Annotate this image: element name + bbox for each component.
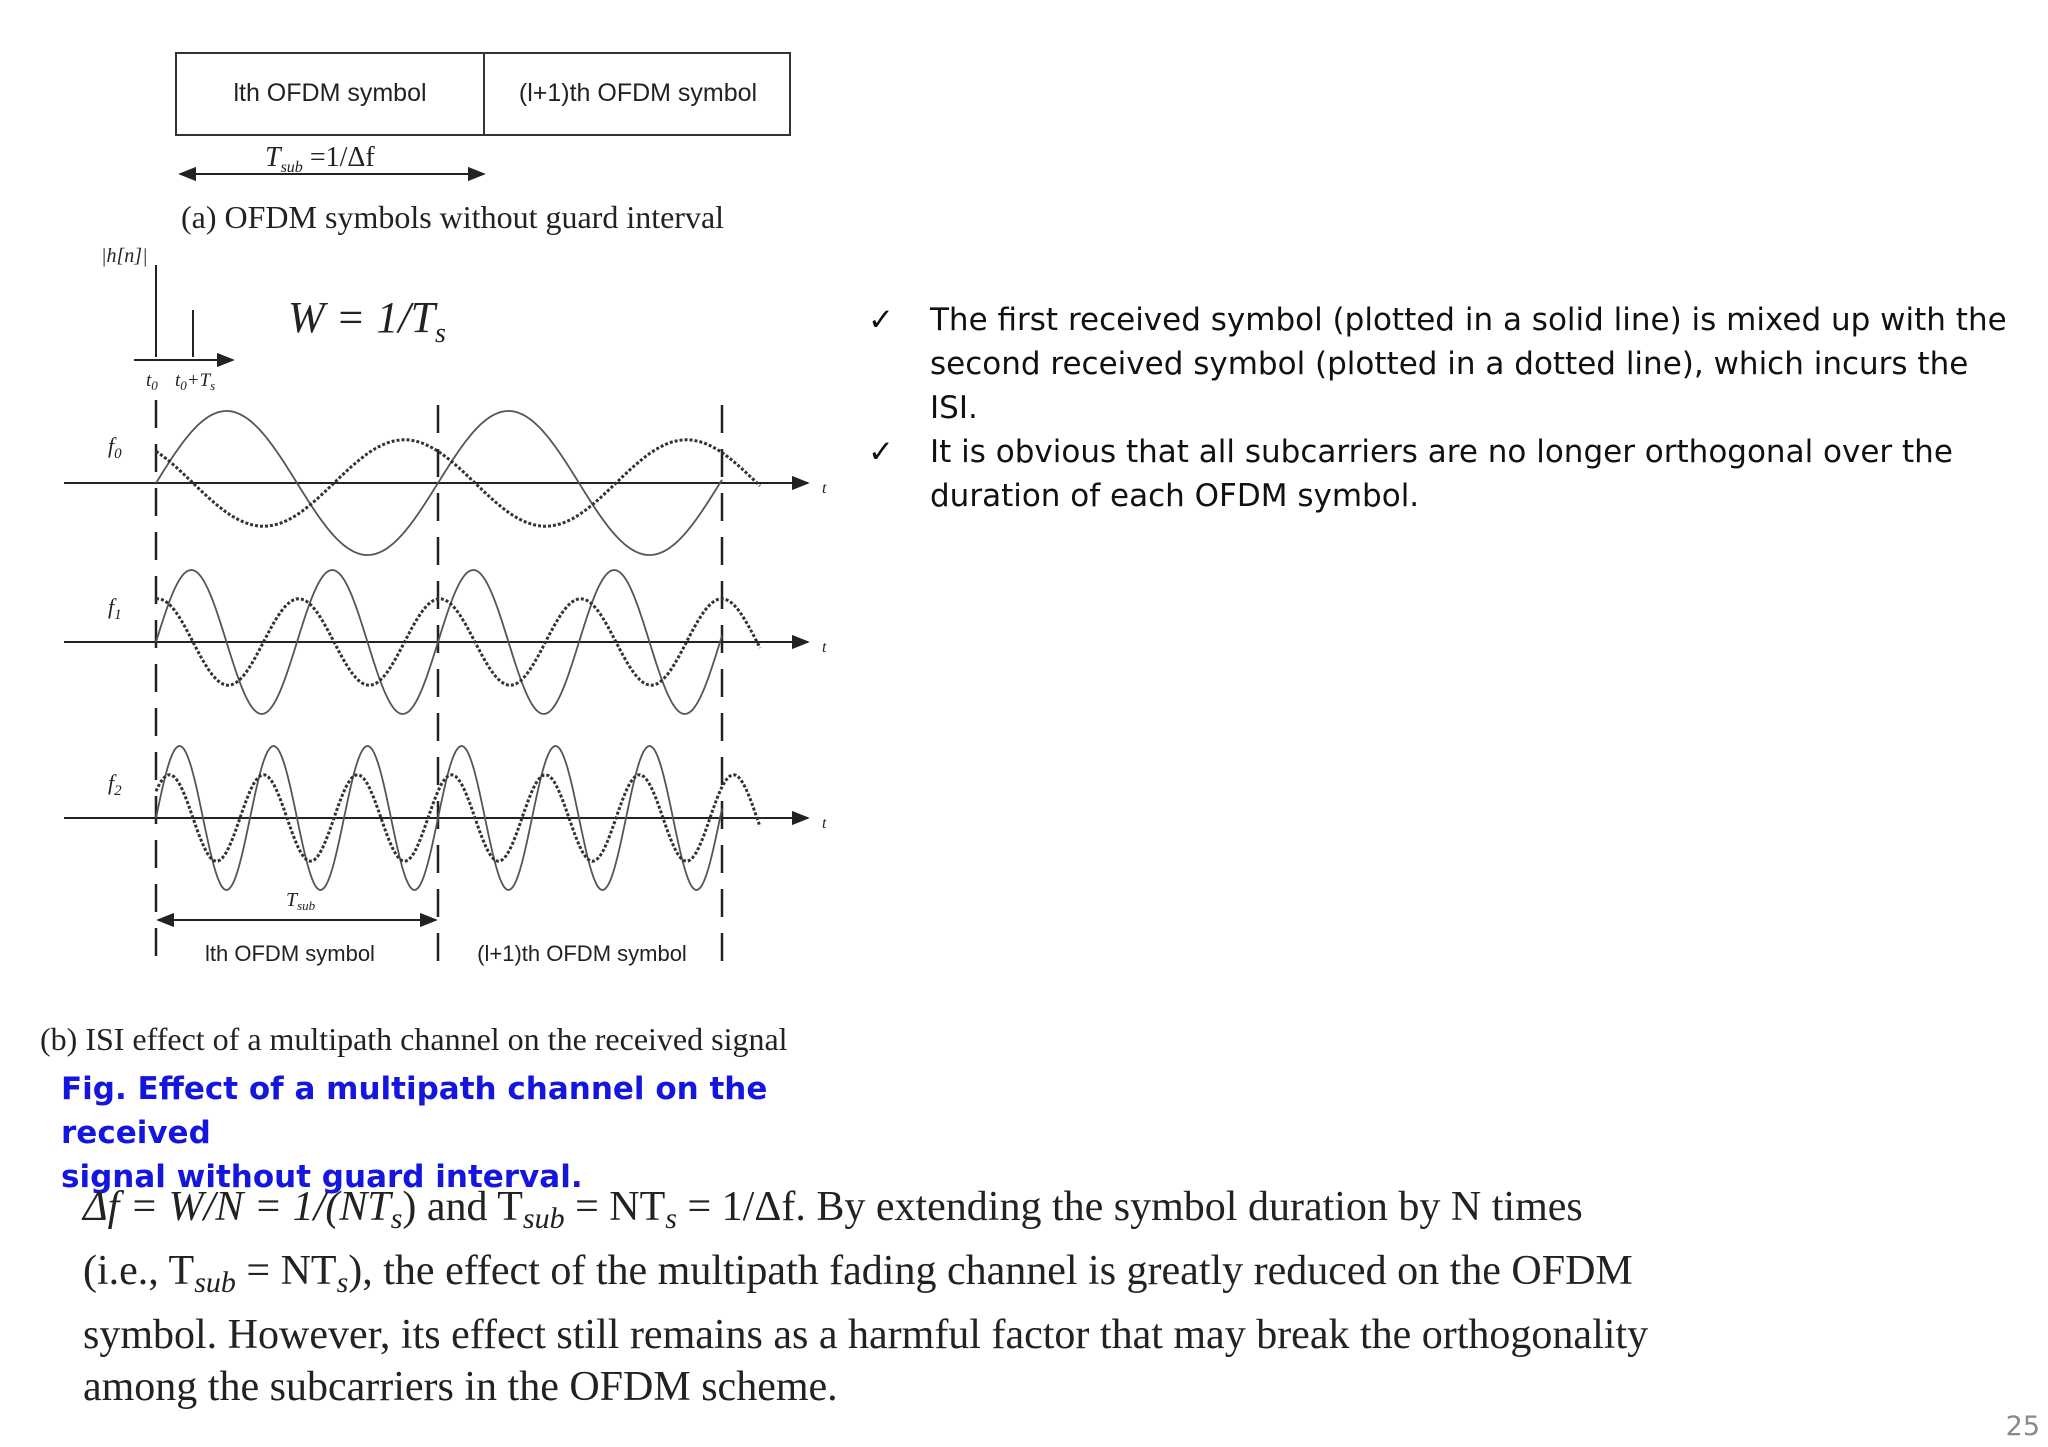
bullet-text: It is obvious that all subcarriers are no longer orthogonal over the duration of each OFDM symbol. [930,434,1953,514]
box-right-label: (l+1)th OFDM symbol [518,79,758,107]
paragraph-line-3: symbol. However, its effect still remains as a harmful factor that may break the orthogonality [83,1312,1649,1358]
bullet-item [868,298,2018,430]
tsub-label-a: $T_{sub} =1/\Delta f$ [265,142,375,176]
time-axis-label: t [822,639,827,656]
tsub-label-b: $T_{sub}$ [286,889,316,913]
t0-label: $t_0$ [146,370,158,393]
time-axis-label: t [822,815,827,832]
paragraph-line-4: among the subcarriers in the OFDM scheme. [83,1364,838,1410]
explanation-paragraph [83,1181,1683,1413]
paragraph-line-2: (i.e., $T_{sub} = NT_s$), the effect of the multipath fading channel is greatly reduced on the OFDM [83,1248,1633,1299]
checkmark-icon: ✓ [868,434,894,470]
ofdm-isi-figure [0,0,880,1070]
figure-caption [61,1067,861,1199]
h-axis-label: |h[n]| [101,245,148,267]
panel-a [176,53,790,235]
caption-line-2: signal without guard interval. [61,1159,583,1195]
subcarrier-label: $f_0$ [108,433,122,462]
paragraph-line-1: $\Delta f = W/N = 1/(NT_s)$ and $T_{sub} = NT_s = 1/\Delta f$. By extending the symbol duration by N times [83,1184,1583,1235]
box-left-label: lth OFDM symbol [233,79,427,107]
caption-line-1: Fig. Effect of a multipath channel on the received [61,1071,768,1151]
subcarrier-label: $f_1$ [108,594,122,623]
bullet-list [868,298,2018,518]
checkmark-icon: ✓ [868,302,894,338]
t0-plus-ts-label: $t_0+T_s$ [175,370,216,393]
channel-response [101,245,446,393]
bottom-symbol-l-label: lth OFDM symbol [205,941,375,966]
page-number: 25 [2005,1411,2040,1442]
bandwidth-formula: $W = 1/T_s$ [288,293,446,349]
time-axis-label: t [822,480,827,497]
waveform-area [64,400,827,966]
panel-a-caption: (a) OFDM symbols without guard interval [181,199,725,235]
bottom-symbol-l-plus-1-label: (l+1)th OFDM symbol [477,941,687,966]
bullet-text: The first received symbol (plotted in a solid line) is mixed up with the second received symbol (plotted in a dotted line), which incurs the ISI. [930,302,2007,426]
panel-b-caption: (b) ISI effect of a multipath channel on the received signal [40,1021,788,1057]
subcarrier-label: $f_2$ [108,770,122,799]
bullet-item [868,430,2018,518]
